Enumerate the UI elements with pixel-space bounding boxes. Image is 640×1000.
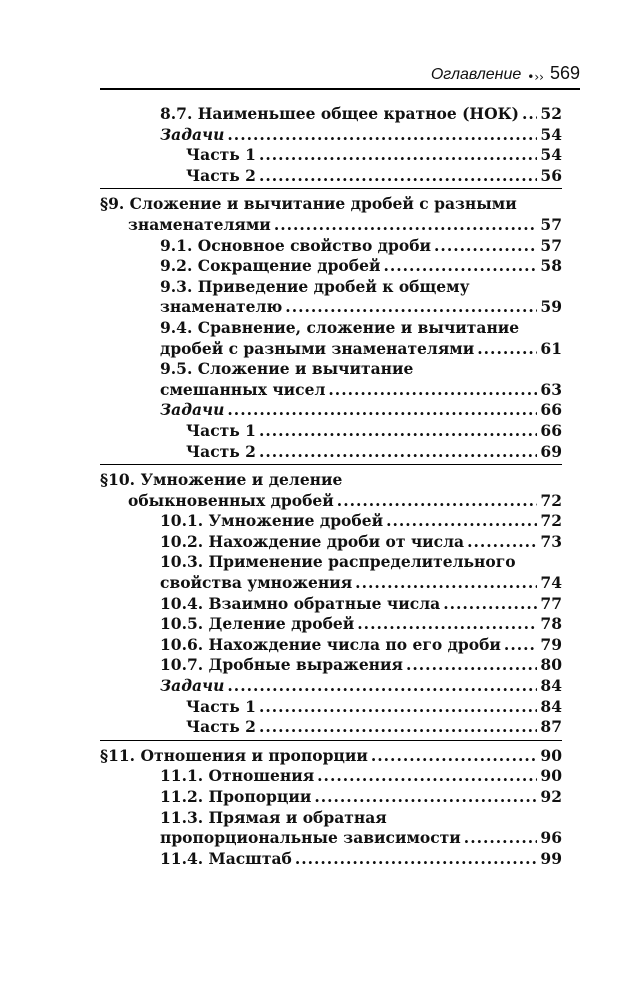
toc-entry[interactable] xyxy=(100,614,562,635)
toc-page-number: 92 xyxy=(540,787,562,806)
toc-page-number: 77 xyxy=(540,593,562,613)
toc-entry[interactable] xyxy=(100,194,562,215)
dot-leader xyxy=(477,339,537,360)
toc-entry[interactable] xyxy=(100,717,562,738)
toc-page-number: 57 xyxy=(540,235,562,255)
toc-page-number: 74 xyxy=(540,573,562,593)
toc-page-number: 59 xyxy=(540,297,562,317)
dot-leader xyxy=(357,614,537,635)
toc-entry-title: обыкновенных дробей xyxy=(128,490,334,510)
toc-entry-title: 9.5. Сложение и вычитание xyxy=(160,359,414,379)
toc-entry-title: Задачи xyxy=(160,400,225,420)
toc-page-number: 99 xyxy=(540,848,562,868)
toc-page-number: 66 xyxy=(540,420,562,440)
toc-page-number: 84 xyxy=(540,676,562,696)
toc-page-number: 90 xyxy=(540,745,562,765)
dot-leader xyxy=(328,380,537,401)
dot-leader xyxy=(522,104,537,125)
toc-page-number: 72 xyxy=(540,490,562,510)
toc-entry[interactable] xyxy=(100,318,562,339)
toc-section xyxy=(100,104,562,189)
dot-leader xyxy=(227,676,537,697)
toc-entry-title: §9. Сложение и вычитание дробей с разными xyxy=(100,194,517,214)
toc-entry-title: знаменателю xyxy=(160,297,283,317)
toc-entry[interactable] xyxy=(100,104,562,125)
dot-leader xyxy=(371,746,538,767)
dot-leader xyxy=(259,421,537,442)
toc-entry-title: 8.7. Наименьшее общее кратное (НОК) xyxy=(160,104,520,123)
toc-entry[interactable] xyxy=(100,491,562,512)
toc-entry[interactable] xyxy=(100,470,562,491)
toc-entry[interactable] xyxy=(100,849,562,870)
toc-entry[interactable] xyxy=(100,400,562,421)
dot-leader xyxy=(259,442,537,463)
dot-leader xyxy=(259,145,537,166)
dot-leader xyxy=(295,849,538,870)
toc-entry-title: смешанных чисел xyxy=(160,379,326,399)
toc-page-number: 79 xyxy=(540,634,562,654)
toc-entry-title: 10.6. Нахождение числа по его дроби xyxy=(160,634,501,654)
toc-page-number: 69 xyxy=(540,441,562,461)
toc-entry[interactable] xyxy=(100,635,562,656)
dot-leader xyxy=(274,215,538,236)
dot-leader xyxy=(337,491,538,512)
toc-page-number: 66 xyxy=(540,400,562,420)
dot-leader xyxy=(464,828,538,849)
toc-entry[interactable] xyxy=(100,552,562,573)
dot-leader xyxy=(386,511,537,532)
dot-leader xyxy=(355,573,537,594)
toc-entry[interactable] xyxy=(100,339,562,360)
toc-entry-title: 9.1. Основное свойство дроби xyxy=(160,235,432,255)
ornament-icon: •›› xyxy=(527,70,544,84)
toc-entry[interactable] xyxy=(100,808,562,829)
toc-page-number: 84 xyxy=(540,696,562,716)
page-header xyxy=(100,60,580,90)
toc-page-number: 87 xyxy=(540,717,562,737)
dot-leader xyxy=(285,297,537,318)
toc-entry-title: Часть 2 xyxy=(186,717,256,737)
toc-entry[interactable] xyxy=(100,828,562,849)
toc-entry-title: 9.4. Сравнение, сложение и вычитание xyxy=(160,317,520,337)
toc-page-number: 96 xyxy=(540,828,562,848)
toc-entry-title: 10.7. Дробные выражения xyxy=(160,655,403,675)
toc-section xyxy=(100,194,562,465)
dot-leader xyxy=(443,594,537,615)
toc-page-number: 54 xyxy=(540,145,562,165)
toc-entry-title: 10.5. Деление дробей xyxy=(160,614,355,634)
toc-entry[interactable] xyxy=(100,236,562,257)
dot-leader xyxy=(406,655,537,676)
dot-leader xyxy=(383,256,537,277)
toc-entry-title: 9.3. Приведение дробей к общему xyxy=(160,276,470,296)
toc-entry-title: 11.1. Отношения xyxy=(160,766,315,786)
toc-entry-title: 9.2. Сокращение дробей xyxy=(160,256,381,276)
toc-entry[interactable] xyxy=(100,442,562,463)
toc-entry-title: Часть 2 xyxy=(186,165,256,185)
toc-entry[interactable] xyxy=(100,359,562,380)
toc-entry-title: §10. Умножение и деление xyxy=(100,470,343,490)
toc-entry[interactable] xyxy=(100,277,562,298)
toc-entry-title: 10.3. Применение распределительного xyxy=(160,552,516,572)
toc-page-number: 52 xyxy=(540,104,562,123)
toc-entry-title: 10.1. Умножение дробей xyxy=(160,511,384,531)
toc-entry[interactable] xyxy=(100,125,562,146)
toc-entry[interactable] xyxy=(100,766,562,787)
toc-entry[interactable] xyxy=(100,297,562,318)
toc-entry-title: Часть 1 xyxy=(186,145,256,165)
toc-entry[interactable] xyxy=(100,532,562,553)
toc-entry-title: Часть 1 xyxy=(186,696,256,716)
toc-entry[interactable] xyxy=(100,573,562,594)
toc-entry-title: 11.3. Прямая и обратная xyxy=(160,807,387,827)
toc-entry[interactable] xyxy=(100,787,562,808)
toc-page-number: 72 xyxy=(540,511,562,531)
dot-leader xyxy=(227,125,537,146)
toc-entry[interactable] xyxy=(100,594,562,615)
toc-section xyxy=(100,746,562,872)
toc-entry-title: дробей с разными знаменателями xyxy=(160,338,475,358)
toc-page-number: 54 xyxy=(540,124,562,144)
toc-entry[interactable] xyxy=(100,256,562,277)
toc-page-number: 56 xyxy=(540,165,562,185)
toc-entry[interactable] xyxy=(100,746,562,767)
toc-entry-title: Часть 2 xyxy=(186,441,256,461)
toc-entry[interactable] xyxy=(100,697,562,718)
toc-entry-title: Задачи xyxy=(160,676,225,696)
toc-entry-title: §11. Отношения и пропорции xyxy=(100,745,368,765)
dot-leader xyxy=(504,635,538,656)
toc-entry-title: свойства умножения xyxy=(160,573,353,593)
toc-page-number: 58 xyxy=(540,256,562,276)
toc-entry[interactable] xyxy=(100,166,562,187)
table-of-contents xyxy=(100,104,562,876)
toc-entry-title: 11.2. Пропорции xyxy=(160,787,312,806)
dot-leader xyxy=(259,166,537,187)
toc-page-number: 73 xyxy=(540,531,562,551)
toc-entry[interactable] xyxy=(100,421,562,442)
dot-leader xyxy=(467,532,537,553)
dot-leader xyxy=(259,717,537,738)
toc-entry[interactable] xyxy=(100,511,562,532)
dot-leader xyxy=(317,766,537,787)
toc-entry-title: 10.4. Взаимно обратные числа xyxy=(160,593,441,613)
toc-page-number: 90 xyxy=(540,766,562,786)
toc-page-number: 61 xyxy=(540,338,562,358)
dot-leader xyxy=(434,236,537,257)
toc-entry[interactable] xyxy=(100,676,562,697)
toc-section xyxy=(100,470,562,741)
toc-entry-title: Часть 1 xyxy=(186,420,256,440)
running-title: Оглавление xyxy=(430,66,522,83)
toc-entry-title: знаменателями xyxy=(128,214,271,234)
toc-entry-title: 10.2. Нахождение дроби от числа xyxy=(160,531,465,551)
toc-page-number: 78 xyxy=(540,614,562,634)
toc-entry-title: пропорциональные зависимости xyxy=(160,828,461,848)
toc-entry[interactable] xyxy=(100,655,562,676)
page-number: 569 xyxy=(549,63,580,83)
toc-page-number: 57 xyxy=(540,214,562,234)
dot-leader xyxy=(314,787,537,808)
toc-page-number: 80 xyxy=(540,655,562,675)
toc-page-number: 63 xyxy=(540,379,562,399)
dot-leader xyxy=(259,697,537,718)
toc-entry[interactable] xyxy=(100,215,562,236)
toc-entry[interactable] xyxy=(100,380,562,401)
toc-entry[interactable] xyxy=(100,145,562,166)
toc-entry-title: 11.4. Масштаб xyxy=(160,848,292,868)
toc-entry-title: Задачи xyxy=(160,124,225,144)
dot-leader xyxy=(227,400,537,421)
